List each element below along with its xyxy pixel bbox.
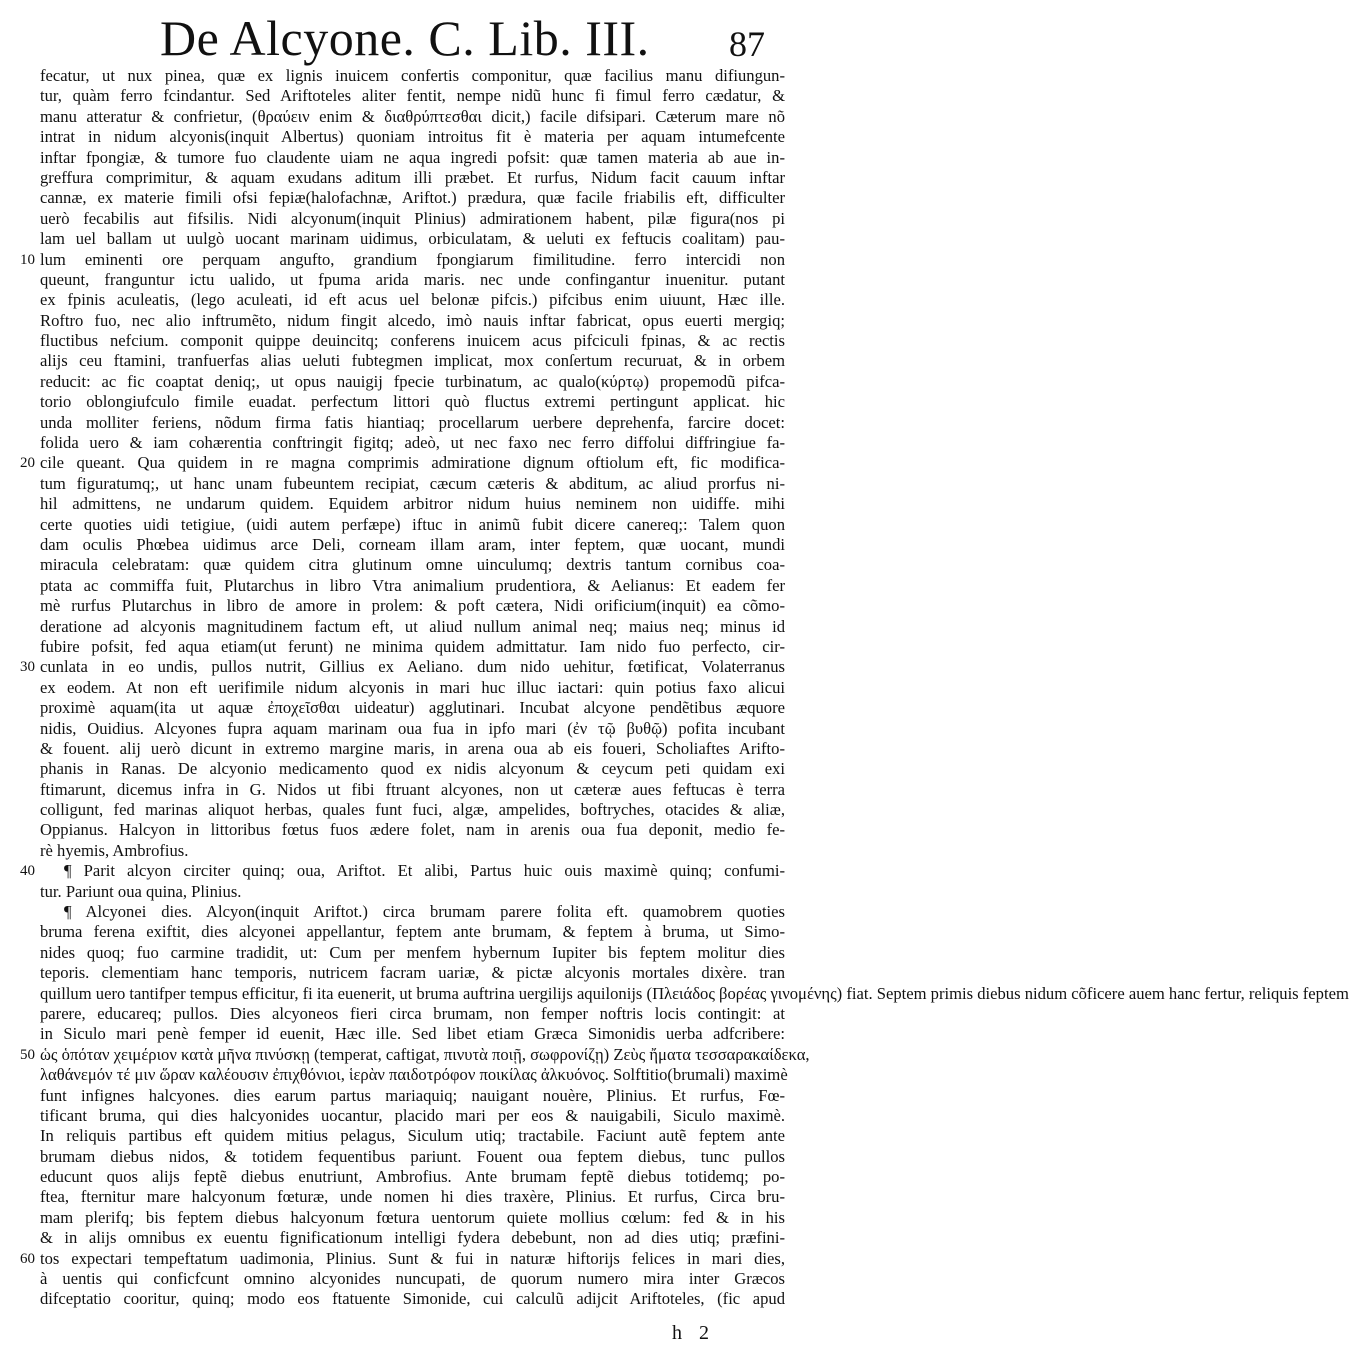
line-text: ftimarunt, dicemus infra in G. Nidos ut fibi ftruant alcyones, non ut cæteræ aues feftucas è terra (40, 779, 785, 799)
running-title: De Alcyone. C. Lib. III. (160, 10, 650, 66)
line-text: funt infignes halcyones. dies earum partus mariaquiq; nauigant nouère, Plinius. Et rurfus, Fœ- (40, 1085, 785, 1105)
text-line (0, 433, 787, 453)
line-text: unda molliter feriens, nõdum firma fatis hiantiaq; procellarum uerbere deprehenfa, farcire docet: (40, 412, 785, 432)
line-text: deratione ad alcyonis magnitudinem factum eft, ut aliud nullum animal neq; maius neq; minus id (40, 616, 785, 636)
line-text: miracula celebratam: quæ quidem citra glutinum omne uinculumq; dextris tantum cornibus coa- (40, 555, 785, 575)
line-text: quillum uero tantifper tempus efficitur, fi ita euenerit, ut bruma auftrina uergilijs aquilonijs (Πλειάδος βορέας γινομένης) fiat. Septem primis diebus nidum cõficere auem hanc fertur, reliquis feptem (40, 983, 1349, 1003)
text-line (0, 66, 787, 86)
text-line (0, 1147, 787, 1167)
line-text: lum eminenti ore perquam angufto, grandium fpongiarum fimilitudine. ferro intercidi non (40, 249, 785, 269)
line-text: Oppianus. Halcyon in littoribus fœtus fuos ædere folet, nam in arenis oua fua deponit, medio fe- (40, 820, 785, 840)
line-number: 60 (20, 1250, 35, 1267)
text-line (0, 820, 787, 840)
line-number: 10 (20, 251, 35, 268)
text-line (0, 86, 787, 106)
line-text: colligunt, fed marinas aliquot herbas, quales funt fuci, algæ, ampelides, boftryches, otacides & aliæ, (40, 800, 785, 820)
line-text: hil admittens, ne undarum quidem. Equidem arbitror nidum huius neminem non uidiffe. mihi (40, 494, 785, 514)
line-text: inftar fpongiæ, & tumore fuo claudente uiam ne aqua ingredi pofsit: quæ tamen materia ab aue in- (40, 147, 785, 167)
line-text: & in alijs omnibus ex euentu fignificationum intelligi fydera debebunt, non ad dies utiq; præfini- (40, 1228, 785, 1248)
line-text: in Siculo mari penè femper id euenit, Hæc ille. Sed libet etiam Græca Simonidis uerba adfcribere: (40, 1024, 785, 1044)
line-text: greffura comprimitur, & aquam exudans aditum illi præbet. Et rurfus, Nidum facit cauum inftar (40, 167, 785, 187)
text-line (0, 983, 1349, 1004)
line-text: reducit: ac fic coaptat deniq;, ut opus nauigij fpecie turbinatum, ac qualo(κύρτῳ) propemodũ pifca- (40, 371, 785, 391)
page-footer (0, 1322, 787, 1346)
text-line (0, 882, 787, 902)
text-line (0, 555, 787, 575)
line-text: proximè aquam(ita ut aquæ ἐποχεῖσθαι uideatur) agglutinari. Incubat alcyone pendẽtibus æquore (40, 698, 785, 718)
line-text: difceptatio cooritur, quinq; modo eos ftatuente Simonide, cui calculũ adijcit Ariftoteles, (fic apud (40, 1289, 785, 1309)
line-text: ¶ Parit alcyon circiter quinq; oua, Ariftot. Et alibi, Partus huic ouis maximè quinq; confumi- (64, 861, 785, 881)
text-line (0, 1269, 787, 1289)
line-text: torio oblongiufculo fimile euadat. perfectum littori quò fluctus extremi pertingunt applicat. hic (40, 392, 785, 412)
line-text: mam plerifq; bis feptem diebus halcyonum fœtura uentorum quiete mollius cœlum: fed & in his (40, 1207, 785, 1227)
text-line (0, 617, 787, 637)
text-line (0, 209, 787, 229)
text-line (0, 1249, 787, 1269)
text-line (0, 739, 787, 759)
text-line (0, 148, 787, 168)
text-line (0, 290, 787, 310)
text-line (0, 168, 787, 188)
text-line (0, 392, 787, 412)
line-text: λαθάνεμόν τέ μιν ὥραν καλέουσιν ἐπιχθόνιοι, ἱερὰν παιδοτρόφον ποικίλας ἀλκυόνος. Solftitio(brumali) maximè (40, 1065, 788, 1085)
line-text: rè hyemis, Ambrofius. (40, 840, 189, 860)
line-text: fubire pofsit, fed aqua etiam(ut ferunt) ne minima quidem admittatur. Iam nido fuo perfecto, cir- (40, 636, 785, 656)
line-text: ex fpinis aculeatis, (lego aculeati, id eft acus uel belonæ pifcis.) pifcibus enim uiuunt, Hæc ille. (40, 290, 785, 310)
line-text: ex eodem. At non eft uerifimile nidum alcyonis in mari huc illuc iactari: quin potius faxo alicui (40, 677, 785, 697)
text-line (0, 698, 787, 718)
text-line (0, 1004, 787, 1024)
text-line (0, 678, 787, 698)
text-line (0, 311, 787, 331)
line-text: phanis in Ranas. De alcyonio medicamento quod ex nidis alcyonum & ceycum peti quidam exi (40, 759, 785, 779)
text-line (0, 1086, 787, 1106)
text-line (0, 474, 787, 494)
line-text: ὡς ὁπόταν χειμέριον κατὰ μῆνα πινύσκῃ (temperat, caftigat, πινυτὰ ποιῇ, σωφρονίζῃ) Ζεὺς ἤματα τεσσαρακαίδεκα, (40, 1044, 810, 1064)
text-line (0, 759, 787, 779)
line-text: dam oculis Phœbea uidimus arce Deli, corneam illam aram, inter feptem, quæ uocant, mundi (40, 534, 785, 554)
text-line (0, 1106, 787, 1126)
text-line (0, 1065, 787, 1085)
text-line (0, 963, 787, 983)
line-text: bruma ferena exiftit, dies alcyonei appellantur, feptem ante brumam, & feptem à bruma, ut Simo- (40, 922, 785, 942)
line-text: ¶ Alcyonei dies. Alcyon(inquit Ariftot.) circa brumam parere folita eft. quamobrem quoties (64, 902, 785, 922)
line-text: parere, educareq; pullos. Dies alcyoneos fieri circa brumam, non femper noftris locis contingit: at (40, 1003, 785, 1023)
text-line (0, 188, 787, 208)
body-text (0, 66, 1349, 1310)
text-line (0, 719, 787, 739)
line-text: tur, quàm ferro fcindantur. Sed Ariftoteles aliter fentit, nempe nidũ hunc fi fimul ferro cædatur, & (40, 86, 785, 106)
text-line (0, 1167, 787, 1187)
text-line (0, 780, 787, 800)
text-line (0, 596, 787, 616)
text-line (0, 229, 787, 249)
line-text: cannæ, ex materie fimili ofsi fepiæ(halofachnæ, Ariftot.) prædura, quæ facile friabilis eft, difficulter (40, 188, 785, 208)
line-number: 30 (20, 659, 35, 676)
text-line (0, 1289, 787, 1309)
page-number: 87 (729, 24, 765, 64)
text-line (0, 107, 787, 127)
text-line (0, 515, 787, 535)
text-line (0, 270, 787, 290)
text-line (0, 637, 787, 657)
line-text: folida uero & iam cohærentia conftringit figitq; adeò, ut nec faxo nec ferro diffolui diffringiue fa- (40, 433, 785, 453)
line-text: ftea, fternitur mare halcyonum fœturæ, unde nomen hi dies traxère, Plinius. Et rurfus, Circa bru- (40, 1187, 785, 1207)
text-line (0, 841, 787, 861)
signature-mark: h 2 (672, 1322, 709, 1344)
line-number: 40 (20, 863, 35, 880)
line-text: educunt quos alijs feptẽ diebus enutriunt, Ambrofius. Ante brumam feptẽ diebus totidemq; po- (40, 1167, 785, 1187)
line-text: fluctibus nefcium. componit quippe deuincitq; conferens inuicem acus pifciculi fpinas, & ac rectis (40, 331, 785, 351)
line-text: nides quoq; fuo carmine tradidit, ut: Cum per menfem hybernum Iupiter bis feptem molitur dies (40, 942, 785, 962)
line-text: intrat in nidum alcyonis(inquit Albertus) quoniam introitus fit è materia per aquam intumefcente (40, 127, 785, 147)
line-text: lam uel ballam ut uulgò uocant marinam uidimus, orbiculatam, & ueluti ex feftucis coalitam) pau- (40, 229, 785, 249)
text-line (0, 576, 787, 596)
text-line (0, 1024, 787, 1044)
line-text: queunt, franguntur ictu ualido, ut fpuma arida maris. nec unde confingantur inuenitur. putant (40, 269, 785, 289)
text-line (0, 861, 787, 881)
line-text: mè rurfus Plutarchus in libro de amore in prolem: & poft cætera, Nidi orificium(inquit) ea cõmo- (40, 596, 785, 616)
text-line (0, 453, 787, 473)
text-line (0, 351, 787, 371)
line-text: cunlata in eo undis, pullos nutrit, Gillius ex Aeliano. dum nido uehitur, fœtificat, Volaterranus (40, 657, 785, 677)
text-line (0, 1228, 787, 1248)
text-line (0, 902, 787, 922)
text-line (0, 1044, 810, 1065)
line-text: manu atteratur & confrietur, (θραύειν enim & διαθρύπτεσθαι dicit,) facile difsipari. Cæterum mare nõ (40, 106, 785, 126)
line-text: brumam diebus nidos, & totidem fequentibus pariunt. Fouent oua feptem diebus, tunc pullos (40, 1146, 785, 1166)
line-text: tur. Pariunt oua quina, Plinius. (40, 881, 242, 901)
text-line (0, 413, 787, 433)
text-line (0, 372, 787, 392)
line-text: In reliquis partibus eft quidem mitius pelagus, Siculum utiq; tractabile. Faciunt autẽ feptem ante (40, 1126, 785, 1146)
line-text: ptata ac commiffa fuit, Plutarchus in libro Vtra animalium prudentiora, & Aelianus: Et eadem fer (40, 575, 785, 595)
text-line (0, 1208, 787, 1228)
line-text: tificant bruma, qui dies halcyonides uocantur, placido mari per eos & nauigabili, Siculo maximè. (40, 1105, 785, 1125)
text-line (0, 1126, 787, 1146)
text-line (0, 943, 787, 963)
text-line (0, 494, 787, 514)
line-text: fecatur, ut nux pinea, quæ ex lignis inuicem confertis componitur, quæ facilius manu difiungun- (40, 66, 785, 85)
line-number: 20 (20, 455, 35, 472)
line-text: teporis. clementiam hanc temporis, nutricem facram uariæ, & pictæ alcyonis mortales dixère. tran (40, 963, 785, 983)
text-line (0, 1187, 787, 1207)
line-text: nidis, Ouidius. Alcyones fupra aquam marinam oua fua in ipfo mari (ἐν τῷ βυθῷ) pofita incubant (40, 718, 785, 738)
text-line (0, 331, 787, 351)
page-header (0, 0, 787, 72)
line-text: cile queant. Qua quidem in re magna comprimis admiratione dignum oftiolum eft, fic modifica- (40, 453, 785, 473)
line-text: à uentis qui conficfcunt omnino alcyonides nuncupati, de quorum numero mira inter Græcos (40, 1269, 785, 1289)
line-text: & fouent. alij uerò dicunt in extremo margine maris, in arena oua ab eis foueri, Scholiaftes Arifto- (40, 738, 785, 758)
text-line (0, 127, 787, 147)
text-line (0, 535, 787, 555)
text-line (0, 800, 787, 820)
line-text: certe quoties uidi tetigiue, (uidi autem perfæpe) iftuc in animũ fubit dicere canereq;: Talem quon (40, 514, 785, 534)
line-number: 50 (20, 1046, 35, 1063)
line-text: tos expectari tempeftatum uadimonia, Plinius. Sunt & fui in naturæ hiftorijs felices in mari dies, (40, 1248, 785, 1268)
line-text: tum figuratumq;, ut hanc unam fubeuntem recipiat, cæcum cæteris & abditum, ac aliud prorfus ni- (40, 473, 785, 493)
text-line (0, 250, 787, 270)
text-line (0, 657, 787, 677)
line-text: uerò fecabilis aut fifsilis. Nidi alcyonum(inquit Plinius) admirationem habent, pilæ figura(nos pi (40, 208, 785, 228)
line-text: Roftro fuo, nec alio inftrumẽto, nidum fingit alcedo, imò nauis inftar fabricat, opus euerti mergiq; (40, 310, 785, 330)
line-text: alijs ceu ftamini, tranfuerfas alias ueluti fubtegmen implicat, mox conſertum recuruat, & in orbem (40, 351, 785, 371)
text-line (0, 922, 787, 942)
